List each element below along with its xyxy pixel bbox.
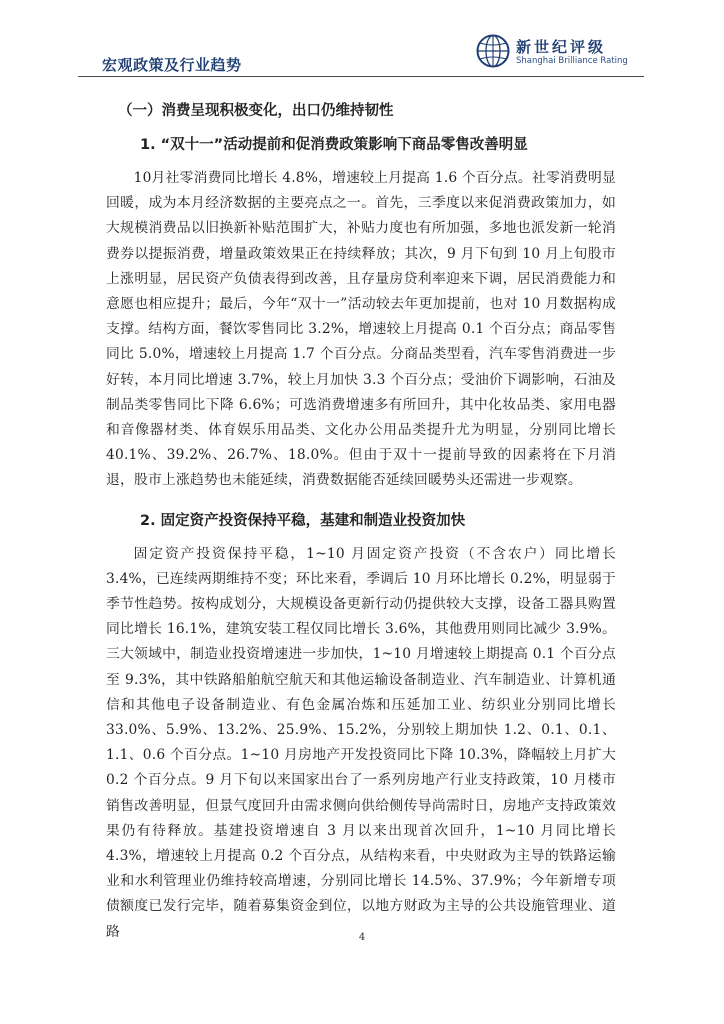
paragraph-retail-sales: 10月社零消费同比增长 4.8%，增速较上月提高 1.6 个百分点。社零消费明显回暖，成为本月经济数据的主要亮点之一。首先，三季度以来促消费政策加力，如大规模消费品以旧换新补贴范围扩大，补贴力度也有所加强，多地也派发新一轮消费券以提振消费，增量政策效果正在持续释放；其次，9 月下旬到 10 月上旬股市上涨明显，居民资产负债表得到改善，且存量房贷利率迎来下调，居民消费能力和意愿也相应提升；最后，今年“双十一”活动较去年更加提前，也对 10 月数据构成支撑。结构方面，餐饮零售同比 3.2%，增速较上月提高 0.1 个百分点；商品零售同比 5.0%，增速较上月提高 1.7 个百分点。分商品类型看，汽车零售消费进一步好转，本月同比增速 3.7%，较上月加快 3.3 个百分点；受油价下调影响，石油及制品类零售同比下降 6.6%；可选消费增速多有所回升，其中化妆品类、家用电器和音像器材类、体育娱乐用品类、文化办公用品类提升尤为明显，分别同比增长 40.1%、39.2%、26.7%、18.0%。但由于双十一提前导致的因素将在下月消退，股市上涨趋势也未能延续，消费数据能否延续回暖势头还需进一步观察。 [106, 170, 616, 489]
subsection-heading-2: 2. 固定资产投资保持平稳，基建和制造业投资加快 [140, 512, 466, 529]
page-number: 4 [358, 932, 366, 943]
document-body [106, 86, 616, 945]
logo-chinese-name: 新世纪评级 [516, 38, 607, 56]
section-heading: （一）消费呈现积极变化，出口仍维持韧性 [118, 103, 394, 119]
logo-english-name: Shanghai Brilliance Rating [516, 56, 628, 66]
header-title: 宏观政策及行业趋势 [102, 56, 242, 74]
page-header [78, 30, 644, 77]
subsection-heading-1: 1. “双十一”活动提前和促消费政策影响下商品零售改善明显 [140, 137, 528, 153]
globe-logo-icon [476, 34, 510, 68]
paragraph-fixed-asset-investment: 固定资产投资保持平稳，1~10 月固定资产投资（不含农户）同比增长 3.4%，已连续两期维持不变；环比来看，季调后 10 月环比增长 0.2%，明显弱于季节性趋势。按构成划分，大规模设备更新行动仍提供较大支撑，设备工器具购置同比增长 16.1%，建筑安装工程仅同比增长 3.6%，其他费用则同比减少 3.9%。三大领域中，制造业投资增速进一步加快，1~10 月增速较上期提高 0.1 个百分点至 9.3%，其中铁路船舶航空航天和其他运输设备制造业、汽车制造业、计算机通信和其他电子设备制造业、有色金属冶炼和压延加工业、纺织业分别同比增长 33.0%、5.9%、13.2%、25.9%、15.2%，分别较上期加快 1.2、0.1、0.1、1.1、0.6 个百分点。1~10 月房地产开发投资同比下降 10.3%，降幅较上月扩大 0.2 个百分点。9 月下旬以来国家出台了一系列房地产行业支持政策，10 月楼市销售改善明显，但景气度回升由需求侧向供给侧传导尚需时日，房地产支持政策效果仍有待释放。基建投资增速自 3 月以来出现首次回升，1~10 月同比增长 4.3%，增速较上月提高 0.2 个百分点，从结构来看，中央财政为主导的铁路运输业和水利管理业仍维持较高增速，分别同比增长 14.5%、37.9%；今年新增专项债额度已发行完毕，随着募集资金到位，以地方财政为主导的公共设施管理业、道路 [106, 545, 616, 940]
brand-logo [476, 34, 626, 70]
